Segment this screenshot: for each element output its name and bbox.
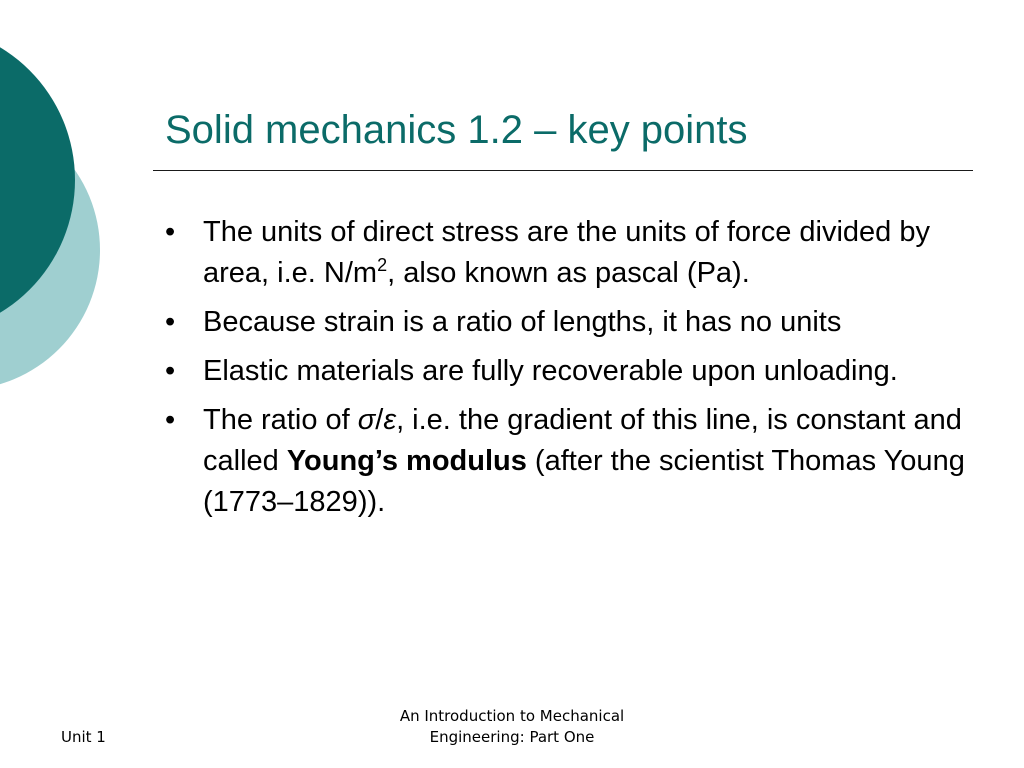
bullet-marker: • [165, 306, 176, 338]
decorative-circles [0, 0, 110, 420]
footer-unit-label: Unit 1 [61, 728, 106, 746]
bullet-text: / [375, 404, 384, 436]
bullet-text: The ratio of [203, 404, 358, 436]
superscript-text: 2 [377, 255, 388, 275]
bullet-text: , also known as pascal (Pa). [387, 257, 750, 289]
bullet-text: Because strain is a ratio of lengths, it has no units [203, 306, 842, 338]
footer-course-line2: Engineering: Part One [429, 728, 595, 746]
bullet-marker: • [165, 216, 176, 248]
bullet-marker: • [165, 355, 176, 387]
bullet-item-elastic [165, 351, 965, 392]
epsilon-symbol: ε [383, 404, 397, 436]
footer-course-line1: An Introduction to Mechanical [399, 707, 625, 725]
bullet-text: The units of direct stress are the units of force divided by area, i.e. N/m [203, 216, 930, 289]
bullet-marker: • [165, 404, 176, 436]
bullet-item-youngs-modulus [165, 400, 965, 523]
bullet-text: (after the scientist Thomas Young (1773–1829)). [203, 445, 965, 518]
slide-title: Solid mechanics 1.2 – key points [165, 108, 748, 152]
bullet-item-strain [165, 302, 965, 343]
title-underline [153, 170, 973, 171]
sigma-symbol: σ [357, 404, 376, 436]
bullet-item-units [165, 212, 965, 294]
bullet-text: , i.e. the gradient of this line, is constant and called [203, 404, 962, 477]
bold-term: Young’s modulus [286, 445, 527, 477]
bullet-text: Elastic materials are fully recoverable upon unloading. [203, 355, 898, 387]
bullet-list [165, 212, 965, 531]
footer-course-title [367, 706, 657, 748]
